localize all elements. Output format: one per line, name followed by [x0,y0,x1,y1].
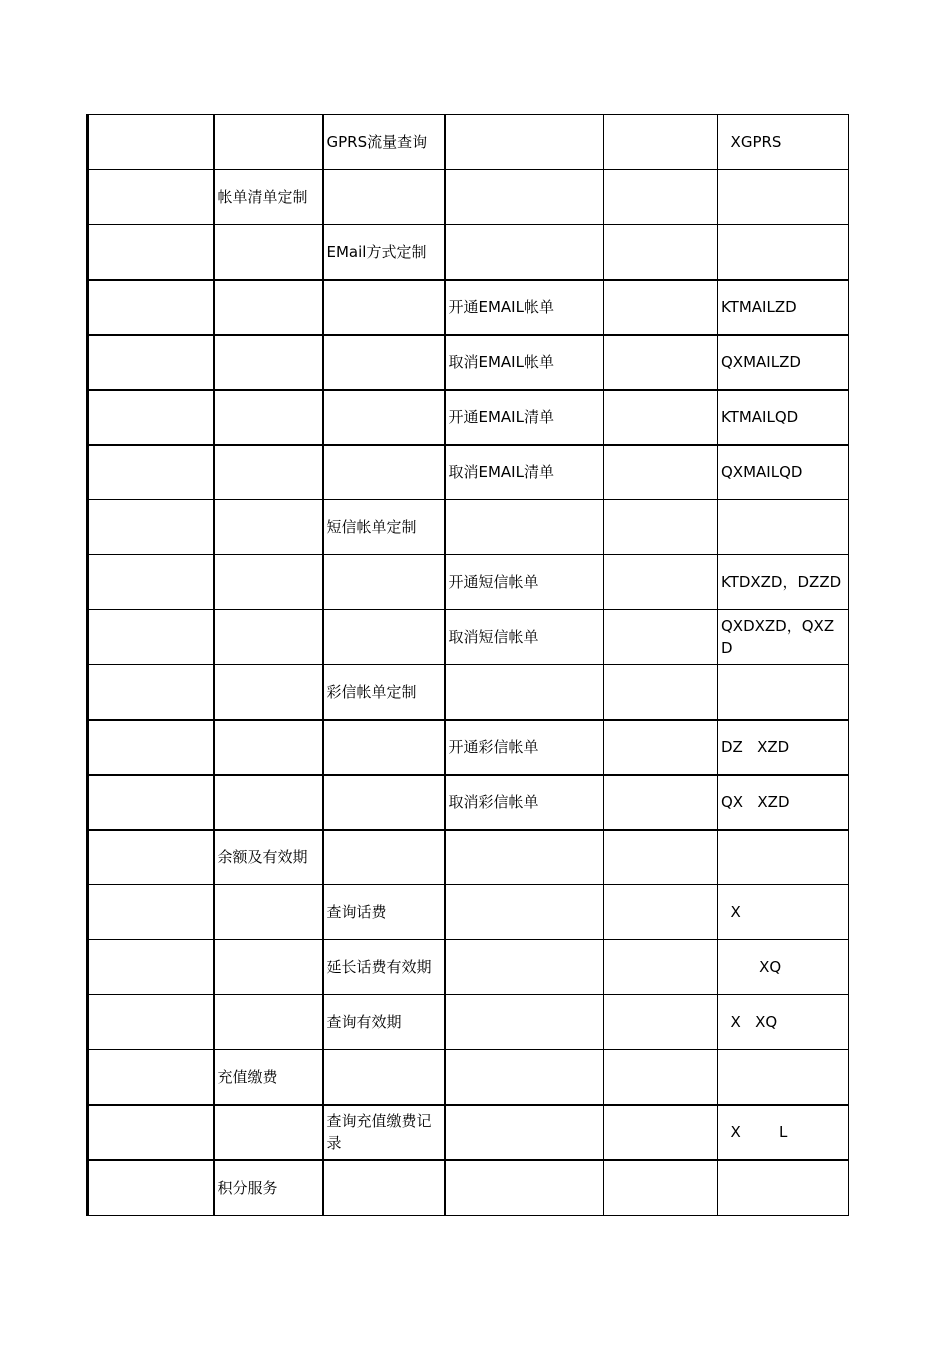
table-cell: 取消短信帐单 [445,610,604,665]
table-cell [445,1105,604,1160]
table-row [88,500,849,555]
table-cell [323,170,445,225]
table-cell: 查询话费 [323,885,445,940]
table-cell [214,115,323,170]
table-cell: 短信帐单定制 [323,500,445,555]
table-cell [323,555,445,610]
table-cell: 开通短信帐单 [445,555,604,610]
table-cell [604,1105,718,1160]
table-cell: X XQ [718,995,849,1050]
table-cell [214,940,323,995]
table-cell [88,830,214,885]
table-cell [323,830,445,885]
table-cell [214,1105,323,1160]
table-cell [718,170,849,225]
table-cell [323,1050,445,1105]
table-cell: 取消EMAIL帐单 [445,335,604,390]
table-cell [604,720,718,775]
table-cell [88,555,214,610]
table-row [88,720,849,775]
table-cell [88,940,214,995]
table-row [88,225,849,280]
table-cell: 帐单清单定制 [214,170,323,225]
table-cell [88,1105,214,1160]
table-row [88,775,849,830]
table-cell [604,610,718,665]
table-cell [604,225,718,280]
table-cell [718,500,849,555]
table-cell [214,335,323,390]
table-row [88,555,849,610]
table-cell [445,1050,604,1105]
table-cell [214,610,323,665]
table-cell [214,665,323,720]
table-row [88,610,849,665]
table-cell: X [718,885,849,940]
table-row [88,170,849,225]
table-cell [88,115,214,170]
table-cell [88,280,214,335]
table-cell [214,775,323,830]
table-cell [88,610,214,665]
table-cell: KTMAILQD [718,390,849,445]
table-cell [604,775,718,830]
table-cell: 开通彩信帐单 [445,720,604,775]
table-cell [88,170,214,225]
table-cell [604,390,718,445]
table-cell [604,500,718,555]
table-cell [604,1050,718,1105]
table-cell [214,280,323,335]
table-cell [323,280,445,335]
table-cell: KTDXZD，DZZD [718,555,849,610]
table-cell [88,665,214,720]
table-cell: 取消彩信帐单 [445,775,604,830]
table-cell [88,335,214,390]
table-cell [88,1160,214,1216]
table-cell: 开通EMAIL清单 [445,390,604,445]
table-cell [604,555,718,610]
table-cell [88,885,214,940]
table-cell [214,555,323,610]
table-cell [214,885,323,940]
table-cell: EMail方式定制 [323,225,445,280]
table-cell: XGPRS [718,115,849,170]
table-cell [214,995,323,1050]
table-cell [604,280,718,335]
table-cell [445,170,604,225]
table-cell [323,775,445,830]
table-cell [445,1160,604,1216]
table-cell [445,995,604,1050]
table-cell: 查询充值缴费记录 [323,1105,445,1160]
table-cell [604,885,718,940]
table-cell [604,115,718,170]
table-cell [604,665,718,720]
table-row [88,885,849,940]
table-cell [604,940,718,995]
table-cell [445,665,604,720]
table-row [88,1050,849,1105]
table-cell [88,995,214,1050]
table-cell: 取消EMAIL清单 [445,445,604,500]
table-cell: 彩信帐单定制 [323,665,445,720]
service-code-table [86,114,849,1216]
table-row [88,995,849,1050]
table-cell [214,445,323,500]
table-cell: KTMAILZD [718,280,849,335]
table-row [88,1105,849,1160]
table-cell [214,390,323,445]
table-cell [88,445,214,500]
table-cell: 积分服务 [214,1160,323,1216]
table-cell [445,500,604,555]
table-cell [445,225,604,280]
table-cell [718,830,849,885]
table-cell [88,225,214,280]
table-cell [718,1050,849,1105]
table-cell: QXMAILZD [718,335,849,390]
table-cell [88,500,214,555]
table-cell [88,1050,214,1105]
table-cell: GPRS流量查询 [323,115,445,170]
table-cell [604,170,718,225]
table-cell [323,720,445,775]
table-cell: 开通EMAIL帐单 [445,280,604,335]
table-cell [323,610,445,665]
table-cell [718,1160,849,1216]
table-row [88,665,849,720]
table-cell: 延长话费有效期 [323,940,445,995]
table-cell [323,390,445,445]
table-cell [88,390,214,445]
table-cell [323,445,445,500]
table-cell [88,720,214,775]
table-cell: 查询有效期 [323,995,445,1050]
spreadsheet [86,114,849,1216]
table-cell: QXMAILQD [718,445,849,500]
table-cell [214,720,323,775]
table-cell [323,1160,445,1216]
table-row [88,830,849,885]
table-cell: X L [718,1105,849,1160]
table-row [88,1160,849,1216]
table-cell: QX XZD [718,775,849,830]
table-cell [604,445,718,500]
table-row [88,335,849,390]
table-cell: DZ XZD [718,720,849,775]
table-row [88,445,849,500]
table-cell [604,1160,718,1216]
table-row [88,115,849,170]
table-cell [88,775,214,830]
table-row [88,280,849,335]
table-cell [604,830,718,885]
table-cell: 充值缴费 [214,1050,323,1105]
table-cell [214,500,323,555]
table-row [88,390,849,445]
table-cell [718,665,849,720]
table-cell: 余额及有效期 [214,830,323,885]
table-cell [323,335,445,390]
table-cell: XQ [718,940,849,995]
table-cell [445,940,604,995]
table-cell [445,115,604,170]
table-cell [604,995,718,1050]
table-cell [718,225,849,280]
table-cell [214,225,323,280]
table-cell [445,885,604,940]
table-cell [604,335,718,390]
table-cell: QXDXZD，QXZD [718,610,849,665]
table-row [88,940,849,995]
table-cell [445,830,604,885]
table-body [88,115,849,1216]
